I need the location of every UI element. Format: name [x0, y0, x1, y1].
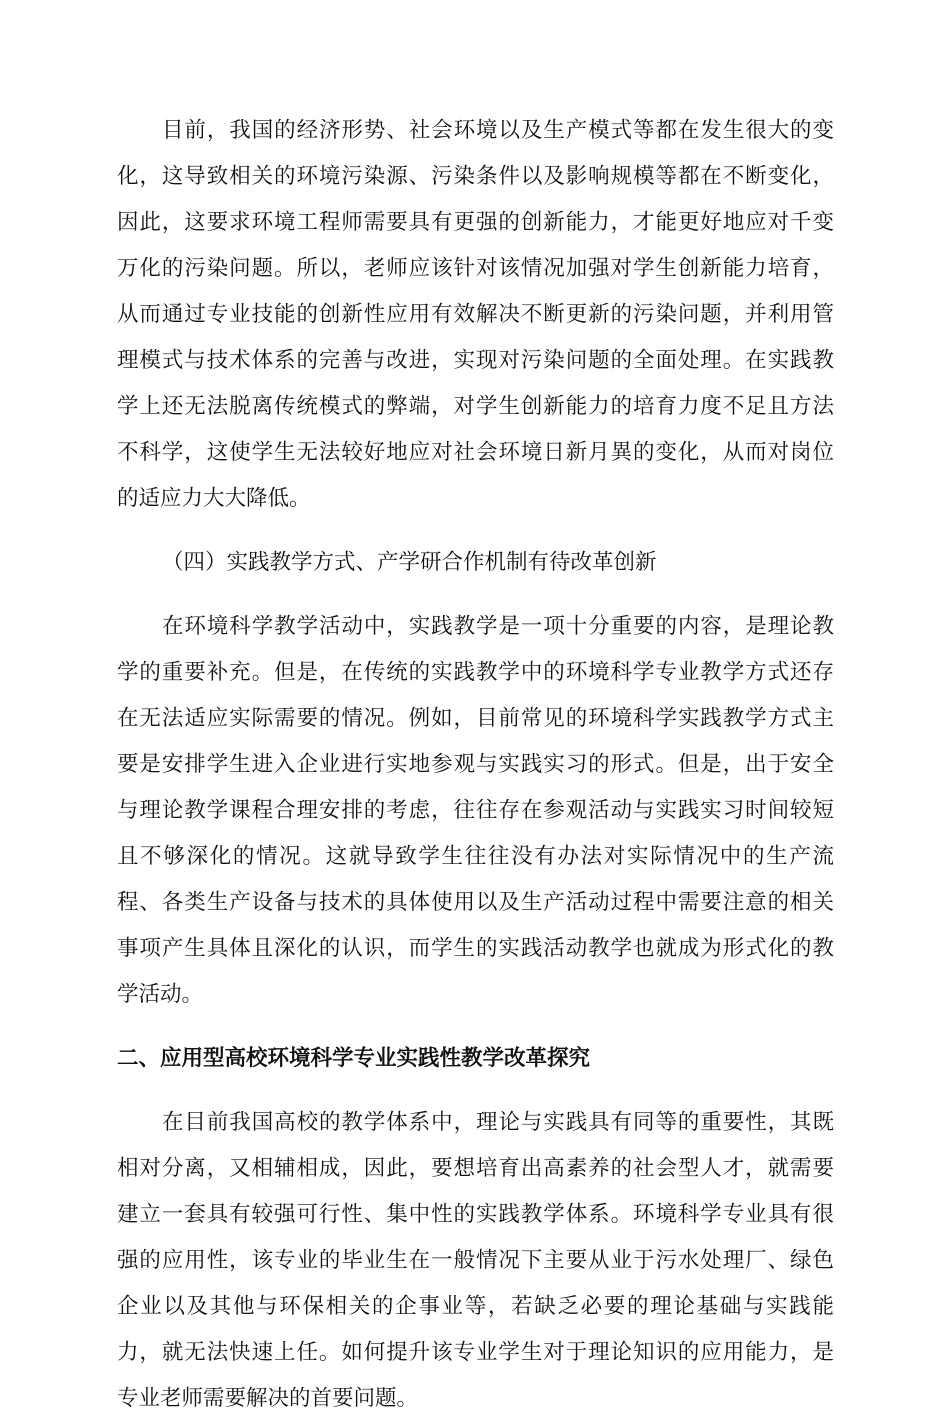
paragraph-line: 企业以及其他与环保相关的企事业等，若缺乏必要的理论基础与实践能 — [117, 1294, 834, 1319]
paragraph-line: 万化的污染问题。所以，老师应该针对该情况加强对学生创新能力培育， — [117, 256, 834, 281]
paragraph-line: 因此，这要求环境工程师需要具有更强的创新能力，才能更好地应对千变 — [117, 210, 834, 235]
paragraph-line: 且不够深化的情况。这就导致学生往往没有办法对实际情况中的生产流 — [117, 844, 834, 869]
paragraph-line: 要是安排学生进入企业进行实地参观与实践实习的形式。但是，出于安全 — [117, 752, 834, 777]
paragraph-line: 专业老师需要解决的首要问题。 — [117, 1386, 419, 1411]
spacer — [117, 586, 834, 604]
spacer — [117, 522, 834, 540]
paragraph-line: 强的应用性，该专业的毕业生在一般情况下主要从业于污水处理厂、绿色 — [117, 1248, 834, 1273]
paragraph-line: 从而通过专业技能的创新性应用有效解决不断更新的污染问题，并利用管 — [117, 302, 834, 327]
paragraph-line: 学上还无法脱离传统模式的弊端，对学生创新能力的培育力度不足且方法 — [117, 394, 834, 419]
paragraph-line: 程、各类生产设备与技术的具体使用以及生产活动过程中需要注意的相关 — [117, 890, 834, 915]
paragraph-innovation-ability — [117, 108, 834, 522]
paragraph-line: 在无法适应实际需要的情况。例如，目前常见的环境科学实践教学方式主 — [117, 706, 834, 731]
document-page — [117, 108, 834, 1422]
subsection-heading: （四）实践教学方式、产学研合作机制有待改革创新 — [162, 550, 657, 575]
paragraph-line: 事项产生具体且深化的认识，而学生的实践活动教学也就成为形式化的教 — [117, 936, 834, 961]
section-heading: 二、应用型高校环境科学专业实践性教学改革探究 — [117, 1046, 591, 1071]
paragraph-line: 化，这导致相关的环境污染源、污染条件以及影响规模等都在不断变化， — [117, 164, 834, 189]
paragraph-line: 建立一套具有较强可行性、集中性的实践教学体系。环境科学专业具有很 — [117, 1202, 834, 1227]
paragraph-line: 的适应力大大降低。 — [117, 486, 311, 511]
paragraph-line: 与理论教学课程合理安排的考虑，往往存在参观活动与实践实习时间较短 — [117, 798, 834, 823]
paragraph-line: 不科学，这使学生无法较好地应对社会环境日新月異的变化，从而对岗位 — [117, 440, 834, 465]
spacer — [117, 1018, 834, 1036]
paragraph-line: 在目前我国高校的教学体系中，理论与实践具有同等的重要性，其既 — [162, 1110, 834, 1135]
paragraph-line: 目前，我国的经济形势、社会环境以及生产模式等都在发生很大的变 — [162, 118, 834, 143]
paragraph-teaching-methods — [117, 604, 834, 1018]
paragraph-line: 相对分离，又相辅相成，因此，要想培育出高素养的社会型人才，就需要 — [117, 1156, 834, 1181]
paragraph-line: 理模式与技术体系的完善与改进，实现对污染问题的全面处理。在实践教 — [117, 348, 834, 373]
paragraph-line: 学活动。 — [117, 982, 204, 1007]
paragraph-practice-system — [117, 1100, 834, 1422]
paragraph-line: 力，就无法快速上任。如何提升该专业学生对于理论知识的应用能力，是 — [117, 1340, 834, 1365]
paragraph-line: 学的重要补充。但是，在传统的实践教学中的环境科学专业教学方式还存 — [117, 660, 834, 685]
paragraph-line: 在环境科学教学活动中，实践教学是一项十分重要的内容，是理论教 — [162, 614, 834, 639]
spacer — [117, 1082, 834, 1100]
